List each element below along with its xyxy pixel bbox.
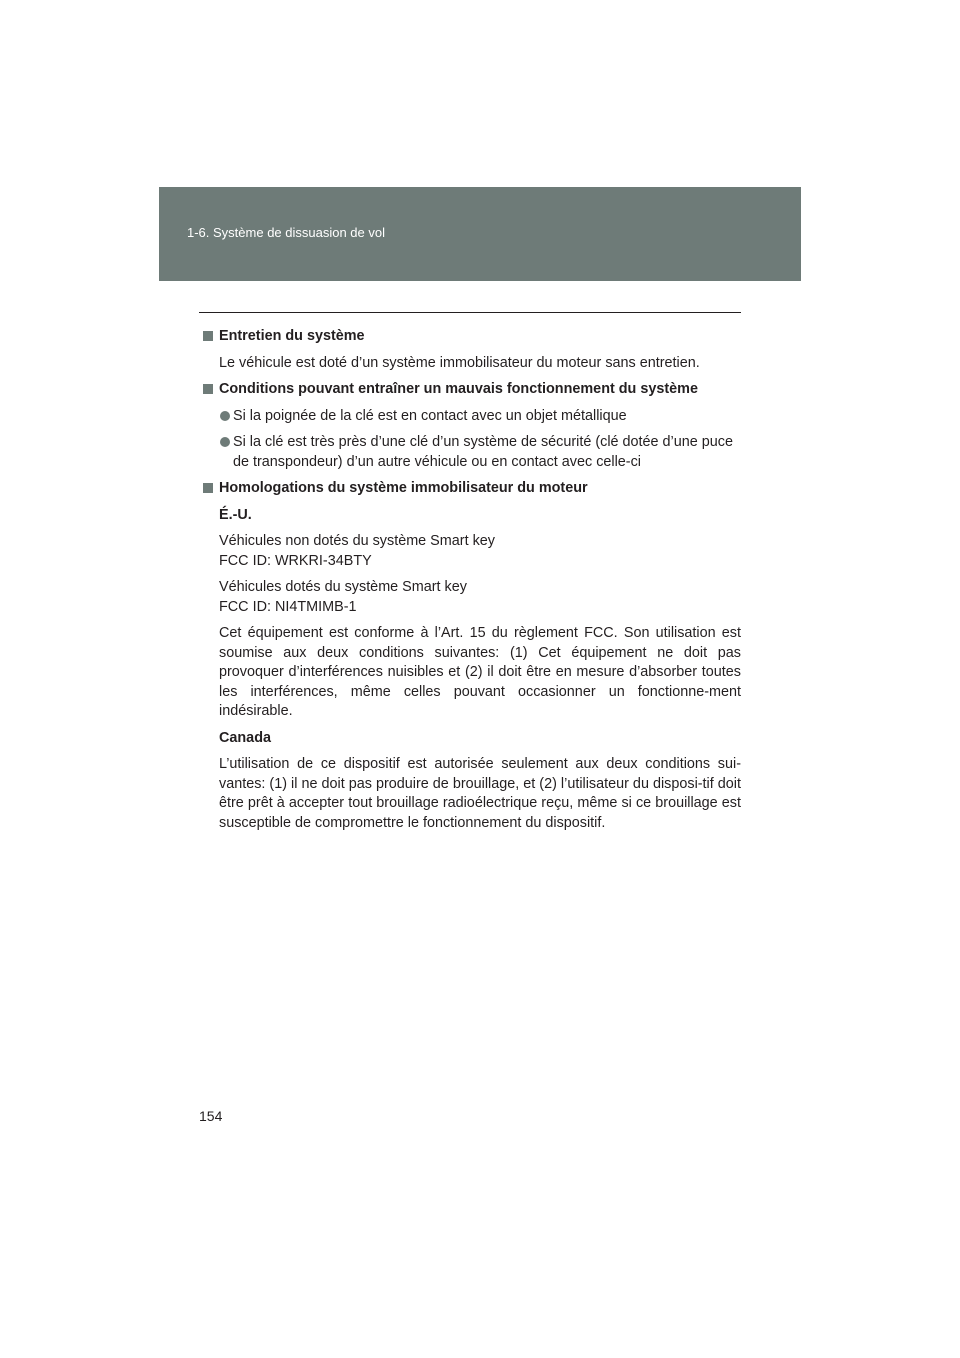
section-heading-malfunction: Conditions pouvant entraîner un mauvais fonctionnement du système: [199, 380, 741, 400]
square-bullet-icon: [203, 384, 213, 394]
usa-label: É.-U.: [219, 506, 252, 523]
vehicles-with-smart-key: Véhicules dotés du système Smart key FCC ID: NI4TMIMB-1: [199, 578, 741, 617]
section-heading-certifications: Homologations du système immobilisateur du moteur: [199, 479, 741, 499]
canada-compliance-text: L’utilisation de ce dispositif est autorisée seulement aux deux conditions sui-vantes: (1) il ne doit pas produire de brouillage, et (2) l’utilisateur du disposi-tif doit être prêt à accepter tout brouillage radioélectrique reçu, même si ce brouillage est susceptible de compromettre le fonctionnement du dispositif.: [219, 756, 741, 831]
maintenance-text: Le véhicule est doté d’un système immobilisateur du moteur sans entretien.: [219, 354, 700, 371]
page-content: [199, 327, 741, 840]
list-item: Si la clé est très près d’une clé d’un système de sécurité (clé dotée d’une puce de transpondeur) d’un autre véhicule ou en contact avec celle-ci: [199, 433, 741, 472]
fcc-compliance-text: Cet équipement est conforme à l’Art. 15 du règlement FCC. Son utilisation est soumise aux deux conditions suivantes: (1) Cet équipement ne doit pas provoquer d’interférences nuisibles et (2) il doit être en mesure d’absorber toutes les interférences, même celles pouvant occasionner un fonctionne-ment indésirable.: [219, 625, 741, 719]
vehicles-without-smart-key: Véhicules non dotés du système Smart key FCC ID: WRKRI-34BTY: [199, 532, 741, 571]
section-heading-maintenance: Entretien du système: [199, 327, 741, 347]
fcc-id-without: FCC ID: WRKRI-34BTY: [219, 552, 372, 569]
page-number: 154: [199, 1108, 223, 1124]
round-bullet-icon: [220, 437, 230, 447]
chapter-title: 1-6. Système de dissuasion de vol: [187, 225, 385, 240]
square-bullet-icon: [203, 483, 213, 493]
canada-label: Canada: [219, 729, 271, 746]
square-bullet-icon: [203, 331, 213, 341]
fcc-id-with: FCC ID: NI4TMIMB-1: [219, 598, 357, 615]
round-bullet-icon: [220, 411, 230, 421]
header-divider: [199, 312, 741, 313]
chapter-header-band: [159, 187, 801, 281]
list-item: Si la poignée de la clé est en contact avec un objet métallique: [199, 407, 741, 427]
